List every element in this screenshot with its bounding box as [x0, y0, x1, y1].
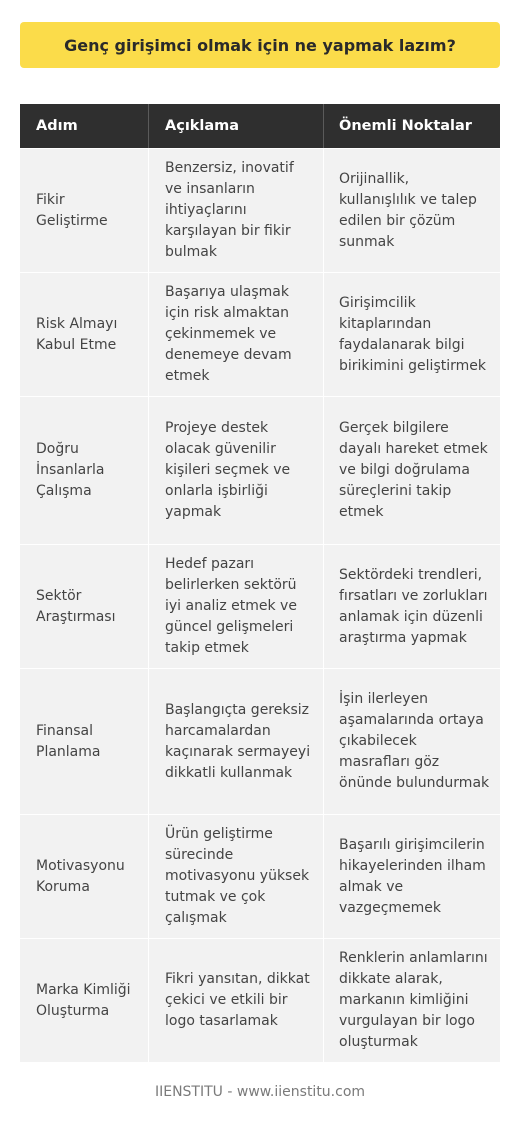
steps-table: [20, 104, 500, 1062]
step-cell: Motivasyonu Koruma: [20, 815, 148, 938]
step-cell: Risk Almayı Kabul Etme: [20, 273, 148, 396]
description-cell: Fikri yansıtan, dikkat çekici ve etkili bir logo tasarlamak: [148, 939, 323, 1062]
description-cell: Başarıya ulaşmak için risk almaktan çekinmemek ve denemeye devam etmek: [148, 273, 323, 396]
notes-cell: Orijinallik, kullanışlılık ve talep edilen bir çözüm sunmak: [323, 149, 500, 272]
description-cell: Hedef pazarı belirlerken sektörü iyi analiz etmek ve güncel gelişmeleri takip etmek: [148, 545, 323, 668]
header-step: Adım: [20, 104, 148, 148]
description-cell: Projeye destek olacak güvenilir kişileri seçmek ve onlarla işbirliği yapmak: [148, 397, 323, 544]
notes-cell: Gerçek bilgilere dayalı hareket etmek ve bilgi doğrulama süreçlerini takip etmek: [323, 397, 500, 544]
table-header: [20, 104, 500, 148]
step-cell: Doğru İnsanlarla Çalışma: [20, 397, 148, 544]
table-row: [20, 148, 500, 272]
header-description: Açıklama: [148, 104, 323, 148]
notes-cell: Girişimcilik kitaplarından faydalanarak bilgi birikimini geliştirmek: [323, 273, 500, 396]
table-row: [20, 544, 500, 668]
table-row: [20, 938, 500, 1062]
notes-cell: Başarılı girişimcilerin hikayelerinden ilham almak ve vazgeçmemek: [323, 815, 500, 938]
table-row: [20, 396, 500, 544]
title-banner: [20, 22, 500, 68]
header-notes: Önemli Noktalar: [323, 104, 500, 148]
table-row: [20, 668, 500, 814]
table-row: [20, 272, 500, 396]
step-cell: Finansal Planlama: [20, 669, 148, 814]
table-row: [20, 814, 500, 938]
description-cell: Ürün geliştirme sürecinde motivasyonu yüksek tutmak ve çok çalışmak: [148, 815, 323, 938]
step-cell: Fikir Geliştirme: [20, 149, 148, 272]
step-cell: Marka Kimliği Oluşturma: [20, 939, 148, 1062]
notes-cell: Sektördeki trendleri, fırsatları ve zorlukları anlamak için düzenli araştırma yapmak: [323, 545, 500, 668]
notes-cell: Renklerin anlamlarını dikkate alarak, markanın kimliğini vurgulayan bir logo oluşturmak: [323, 939, 500, 1062]
description-cell: Başlangıçta gereksiz harcamalardan kaçınarak sermayeyi dikkatli kullanmak: [148, 669, 323, 814]
page-title: Genç girişimci olmak için ne yapmak lazım?: [64, 35, 456, 55]
step-cell: Sektör Araştırması: [20, 545, 148, 668]
notes-cell: İşin ilerleyen aşamalarında ortaya çıkabilecek masrafları göz önünde bulundurmak: [323, 669, 500, 814]
footer-text: IIENSTITU - www.iienstitu.com: [154, 1084, 366, 1100]
description-cell: Benzersiz, inovatif ve insanların ihtiyaçlarını karşılayan bir fikir bulmak: [148, 149, 323, 272]
